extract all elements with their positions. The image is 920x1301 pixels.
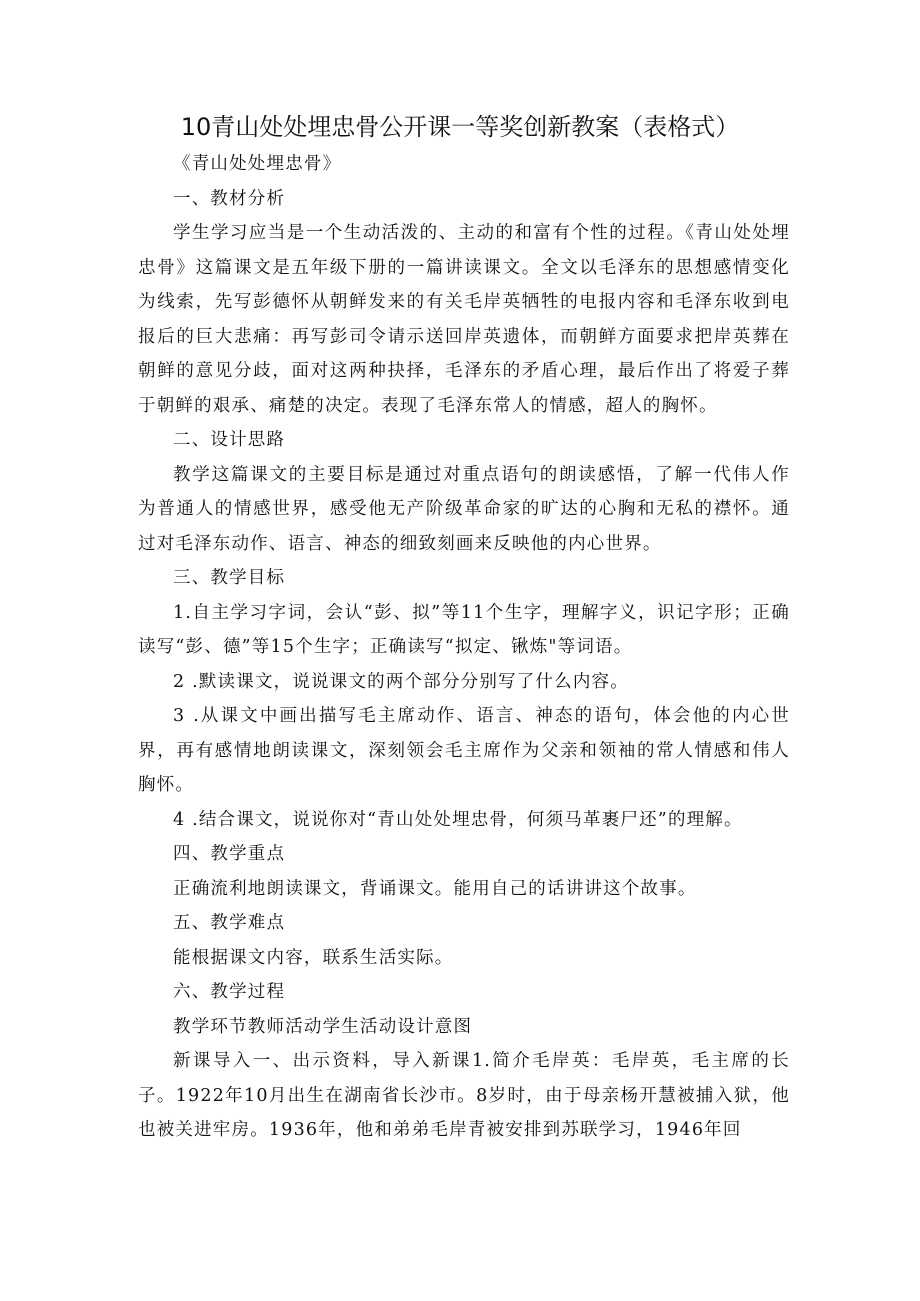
paragraph-design-idea: 教学这篇课文的主要目标是通过对重点语句的朗读感悟，了解一代伟人作为普通人的情感世界，感受他无产阶级革命家的旷达的心胸和无私的襟怀。通过对毛泽东动作、语言、神态的细致刻画来反映他的内心世界。 <box>138 464 790 554</box>
paragraph-teaching-focus: 正确流利地朗读课文，背诵课文。能用自己的话讲讲这个故事。 <box>173 878 697 899</box>
document-body <box>138 147 790 1148</box>
heading-teaching-difficulty: 五、教学难点 <box>173 913 286 933</box>
paragraph-lesson-intro: 新课导入一、出示资料，导入新课1.简介毛岸英：毛岸英，毛主席的长子。1922年10月出生在湖南省长沙市。8岁时，由于母亲杨开慧被捕入狱，他也被关进牢房。1936年，他和弟弟毛岸青被安排到苏联学习，1946年回 <box>138 1051 790 1140</box>
paragraph-lesson-name: 《青山处处埋忠骨》 <box>173 154 342 174</box>
document-title: 10青山处处埋忠骨公开课一等奖创新教案（表格式） <box>180 113 740 141</box>
paragraph-table-header: 教学环节教师活动学生活动设计意图 <box>173 1016 473 1037</box>
heading-design-idea: 二、设计思路 <box>173 430 286 450</box>
paragraph-goal-1: 1.自主学习字词，会认“彭、拟”等11个生字，理解字义，识记字形；正确读写“彭、德”等15个生字；正确读写“拟定、锹炼"等词语。 <box>138 602 790 657</box>
paragraph-goal-4: 4 .结合课文，说说你对“青山处处埋忠骨，何须马革裹尸还”的理解。 <box>173 809 743 830</box>
heading-textbook-analysis: 一、教材分析 <box>173 188 286 209</box>
heading-teaching-goals: 三、教学目标 <box>173 568 286 588</box>
heading-teaching-focus: 四、教学重点 <box>173 844 286 864</box>
heading-teaching-process: 六、教学过程 <box>173 982 286 1002</box>
paragraph-teaching-difficulty: 能根据课文内容，联系生活实际。 <box>173 947 454 968</box>
paragraph-goal-3: 3 .从课文中画出描写毛主席动作、语言、神态的语句，体会他的内心世界，再有感情地朗读课文，深刻领会毛主席作为父亲和领袖的常人情感和伟人胸怀。 <box>138 706 790 795</box>
paragraph-textbook-analysis: 学生学习应当是一个生动活泼的、主动的和富有个性的过程。《青山处处埋忠骨》这篇课文是五年级下册的一篇讲读课文。全文以毛泽东的思想感情变化为线索，先写彭德怀从朝鲜发来的有关毛岸英牺牲的电报内容和毛泽东收到电报后的巨大悲痛：再写彭司令请示送回岸英遗体，而朝鲜方面要求把岸英葬在朝鲜的意见分歧，面对这两种抉择，毛泽东的矛盾心理，最后作出了将爱子葬于朝鲜的艰承、痛楚的决定。表现了毛泽东常人的情感，超人的胸怀。 <box>138 223 790 416</box>
paragraph-goal-2: 2 .默读课文，说说课文的两个部分分别写了什么内容。 <box>173 671 629 692</box>
